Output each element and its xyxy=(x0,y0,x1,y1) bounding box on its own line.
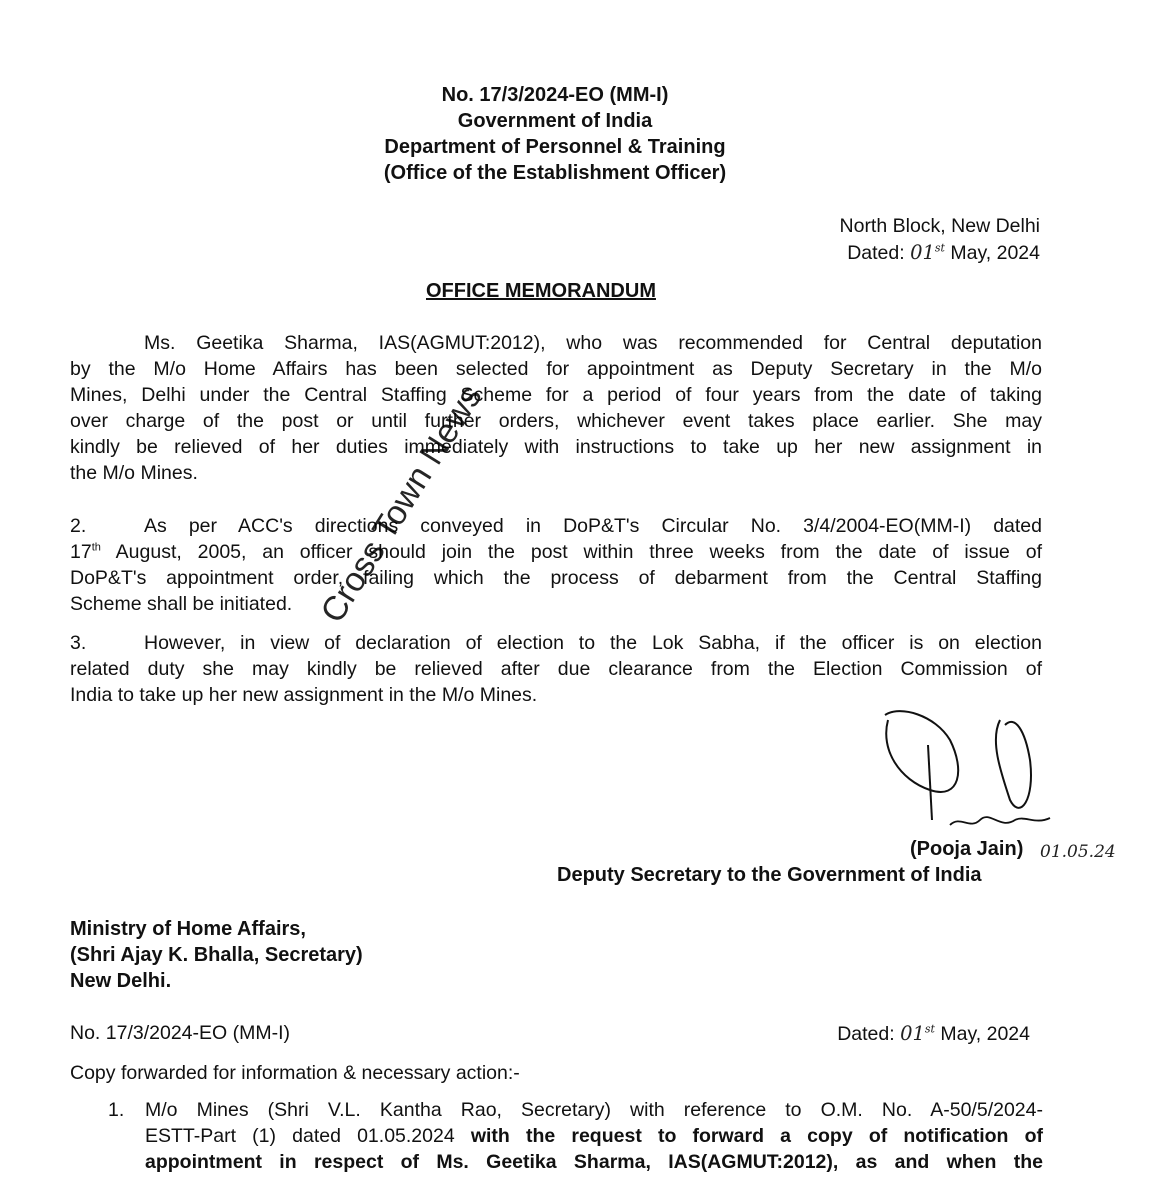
paragraph-1-line: over charge of the post or until further orders, whichever event takes place earlier. She may xyxy=(70,410,1042,432)
paragraph-3-line: However, in view of declaration of election to the Lok Sabha, if the officer is on election xyxy=(144,632,1042,654)
paragraph-1-line: Mines, Delhi under the Central Staffing Scheme for a period of four years from the date of taking xyxy=(70,384,1042,406)
paragraph-2-number: 2. xyxy=(70,515,87,537)
paragraph-1-line: Ms. Geetika Sharma, IAS(AGMUT:2012), who was recommended for Central deputation xyxy=(144,332,1042,354)
government-line: Government of India xyxy=(457,110,653,132)
copy-date-month-year: May, 2024 xyxy=(940,1023,1030,1045)
addressee-line-2: (Shri Ajay K. Bhalla, Secretary) xyxy=(70,944,363,966)
addressee-line-3: New Delhi. xyxy=(70,970,172,992)
copy-file-number: No. 17/3/2024-EO (MM-I) xyxy=(70,1022,290,1044)
memo-title: OFFICE MEMORANDUM xyxy=(426,280,656,302)
handwritten-day-suffix: st xyxy=(934,241,945,255)
ordinal-suffix: th xyxy=(91,541,101,554)
copy-item-plain-text: ESTT-Part (1) dated 01.05.2024 xyxy=(145,1125,471,1147)
addressee-line-1: Ministry of Home Affairs, xyxy=(70,918,306,940)
signatory-name: (Pooja Jain) xyxy=(910,838,1024,860)
handwritten-signature xyxy=(870,700,1070,840)
paragraph-2-line xyxy=(70,541,1042,564)
copy-item-line xyxy=(145,1125,1043,1148)
copy-forward-line: Copy forwarded for information & necessary action:- xyxy=(70,1062,520,1084)
paragraph-3-line: India to take up her new assignment in the M/o Mines. xyxy=(70,684,538,706)
copy-date-line xyxy=(700,1022,1030,1046)
place-line: North Block, New Delhi xyxy=(839,215,1040,237)
signature-date-handwritten: 01.05.24 xyxy=(1040,842,1116,862)
paragraph-1-line: by the M/o Home Affairs has been selected for appointment as Deputy Secretary in the M/o xyxy=(70,358,1042,380)
copy-date-label: Dated: xyxy=(837,1023,895,1045)
file-number: No. 17/3/2024-EO (MM-I) xyxy=(441,84,669,106)
ordinal-day: 17 xyxy=(70,541,92,563)
date-label: Dated: xyxy=(847,242,905,264)
copy-handwritten-day-suffix: st xyxy=(924,1022,935,1036)
office-line: (Office of the Establishment Officer) xyxy=(383,162,727,184)
copy-item-line: M/o Mines (Shri V.L. Kantha Rao, Secretary) with reference to O.M. No. A-50/5/2024- xyxy=(145,1099,1043,1121)
paragraph-2-line: DoP&T's appointment order, failing which the process of debarment from the Central Staffing xyxy=(70,567,1042,589)
paragraph-2-line: As per ACC's directions conveyed in DoP&T's Circular No. 3/4/2004-EO(MM-I) dated xyxy=(144,515,1042,537)
department-line: Department of Personnel & Training xyxy=(384,136,726,158)
copy-item-bold-text: with the request to forward a copy of notification of xyxy=(470,1125,1043,1147)
paragraph-3-number: 3. xyxy=(70,632,87,654)
paragraph-2-line-rest: August, 2005, an officer should join the post within three weeks from the date of issue of xyxy=(100,541,1042,563)
paragraph-1-line: the M/o Mines. xyxy=(70,462,198,484)
signatory-designation: Deputy Secretary to the Government of India xyxy=(557,864,982,886)
handwritten-day: 01 xyxy=(910,241,935,264)
date-line xyxy=(700,241,1040,265)
paragraph-1-line: kindly be relieved of her duties immediately with instructions to take up her new assignment in xyxy=(70,436,1042,458)
date-month-year: May, 2024 xyxy=(950,242,1040,264)
copy-item-number: 1. xyxy=(108,1099,125,1121)
copy-item-line: appointment in respect of Ms. Geetika Sharma, IAS(AGMUT:2012), as and when the xyxy=(145,1151,1043,1173)
copy-handwritten-day: 01 xyxy=(900,1022,925,1045)
paragraph-2-line: Scheme shall be initiated. xyxy=(70,593,293,615)
paragraph-3-line: related duty she may kindly be relieved after due clearance from the Election Commission of xyxy=(70,658,1042,680)
watermark-text: Cross Town News xyxy=(313,378,490,630)
